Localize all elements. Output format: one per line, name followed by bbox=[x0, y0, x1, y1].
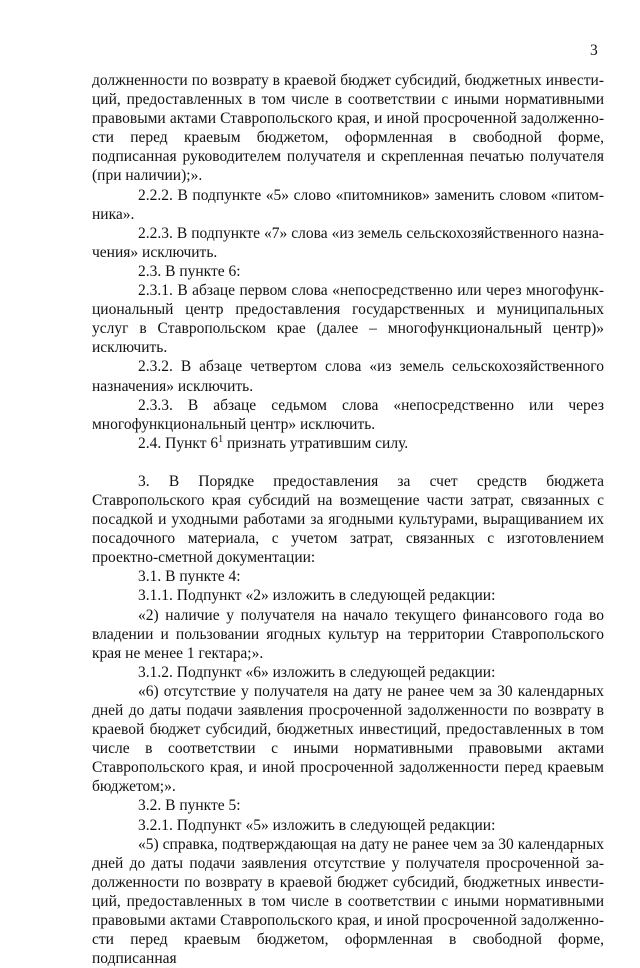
paragraph-2-2-3: 2.2.3. В подпункте «7» слова «из земель сельскохозяйственного назначения» исключить. bbox=[92, 224, 604, 261]
paragraph-2-3-3: 2.3.3. В абзаце седьмом слова «непосредственно или через многофункциональный центр» исключить. bbox=[92, 396, 604, 433]
paragraph-3-1-2: 3.1.2. Подпункт «6» изложить в следующей редакции: bbox=[138, 663, 496, 681]
paragraph-2-2-2: 2.2.2. В подпункте «5» слово «питомников» заменить словом «питомника». bbox=[92, 186, 604, 223]
superscript-number: 1 bbox=[218, 433, 224, 445]
paragraph-2-4 bbox=[92, 434, 604, 453]
page-number: 3 bbox=[590, 42, 598, 59]
paragraph-3-1-1-text: «2) наличие у получателя на начало текущего финансового года во владении и пользовании ягодных культур на территории Ставропольского края не менее 1 гектара;». bbox=[92, 606, 604, 662]
paragraph-3: 3. В Порядке предоставления за счет средств бюджета Ставропольского края субсидий на возмещение части затрат, связанных с посадкой и уходными работами за ягодными культурами, выращиванием их посадочного материала, с учетом затрат, связанных с изготовлением проектно-сметной документации: bbox=[92, 472, 604, 567]
document-body bbox=[92, 71, 604, 968]
paragraph-3-2: 3.2. В пункте 5: bbox=[138, 797, 241, 815]
paragraph-3-2-1: 3.2.1. Подпункт «5» изложить в следующей редакции: bbox=[138, 816, 496, 834]
paragraph-2-4-start: 2.4. Пункт 6 bbox=[138, 434, 219, 452]
paragraph-3-1-2-text: «6) отсутствие у получателя на дату не ранее чем за 30 календарных дней до даты подачи заявления просроченной задолженности по возврату в краевой бюджет субсидий, бюджетных инвестиций, предоставленных в том числе в соответствии с иными нормативными правовыми актами Ставропольского края, и иной просроченной задолженности перед краевым бюджетом;». bbox=[92, 682, 604, 796]
paragraph-2-3: 2.3. В пункте 6: bbox=[138, 262, 241, 280]
paragraph-3-2-1-text: «5) справка, подтверждающая на дату не ранее чем за 30 календарных дней до даты подачи заявления отсутствие у получателя просроченной задолженности по возврату в краевой бюджет субсидий, бюджетных инвестиций, предоставленных в том числе в соответствии с иными нормативными правовыми актами Ставропольского края, и иной просроченной задолженности перед краевым бюджетом, оформленная в свободной форме, подписанная bbox=[92, 835, 604, 968]
paragraph-continuation: должненности по возврату в краевой бюджет субсидий, бюджетных инвестиций, предоставленных в том числе в соответствии с иными нормативными правовыми актами Ставропольского края, и иной просроченной задолженности перед краевым бюджетом, оформленная в свободной форме, подписанная руководителем получателя и скрепленная печатью получателя (при наличии);». bbox=[92, 72, 604, 185]
paragraph-3-1: 3.1. В пункте 4: bbox=[138, 568, 241, 586]
paragraph-3-1-1: 3.1.1. Подпункт «2» изложить в следующей редакции: bbox=[138, 587, 496, 605]
paragraph-2-3-1: 2.3.1. В абзаце первом слова «непосредственно или через многофункциональный центр предоставления государственных и муниципальных услуг в Ставропольском крае (далее – многофункциональный центр)» исключить. bbox=[92, 282, 604, 357]
paragraph-2-3-2: 2.3.2. В абзаце четвертом слова «из земель сельскохозяйственного назначения» исключить. bbox=[92, 358, 604, 395]
paragraph-2-4-end: признать утратившим силу. bbox=[223, 434, 409, 452]
